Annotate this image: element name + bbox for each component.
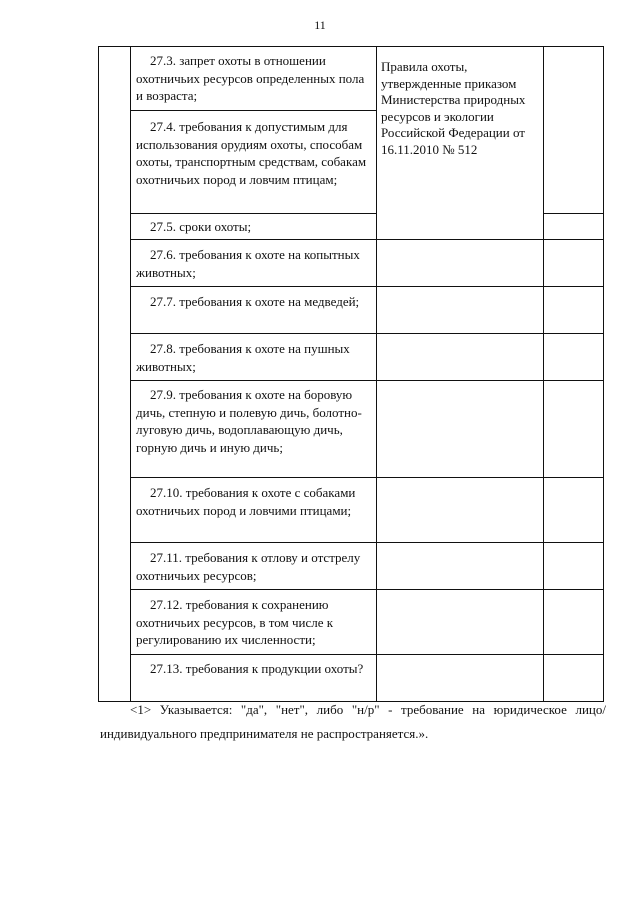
requirement-cell: 27.11. требования к отлову и отстрелу охотничьих ресурсов; <box>136 550 361 583</box>
requirement-cell: 27.10. требования к охоте с собаками охотничьих пород и ловчими птицами; <box>136 485 356 518</box>
legal-source-cell: Правила охоты, утвержденные приказом Министерства природных ресурсов и экологии Российской Федерации от 16.11.2010 № 512 <box>381 59 526 157</box>
row-separator <box>130 213 376 214</box>
column-divider-1 <box>130 46 131 702</box>
row-separator <box>130 333 604 334</box>
row-separator <box>130 542 604 543</box>
footnote: <1> Указывается: "да", "нет", либо "н/р" - требование на юридическое лицо/индивидуального предпринимателя не распространяется.». <box>100 702 606 741</box>
requirement-cell: 27.7. требования к охоте на медведей; <box>150 294 360 309</box>
row-separator <box>130 477 604 478</box>
requirement-cell: 27.8. требования к охоте на пушных животных; <box>136 341 350 374</box>
answer-cell-separator <box>543 213 604 214</box>
page-number: 11 <box>314 18 326 32</box>
requirement-cell: 27.13. требования к продукции охоты? <box>150 661 364 676</box>
column-divider-3 <box>543 46 544 702</box>
requirement-cell: 27.5. сроки охоты; <box>150 219 252 234</box>
row-separator <box>130 654 604 655</box>
table-left-border <box>98 46 99 702</box>
column-divider-2 <box>376 46 377 702</box>
requirement-cell: 27.3. запрет охоты в отношении охотничьих ресурсов определенных пола и возраста; <box>136 53 365 103</box>
row-separator <box>130 380 604 381</box>
requirement-cell: 27.6. требования к охоте на копытных животных; <box>136 247 360 280</box>
requirement-cell: 27.12. требования к сохранению охотничьих ресурсов, в том числе к регулированию их численности; <box>136 597 334 647</box>
row-separator <box>130 589 604 590</box>
row-separator <box>130 239 604 240</box>
table-top-border <box>98 46 604 47</box>
row-separator <box>130 110 376 111</box>
table-right-border <box>603 46 604 702</box>
requirement-cell: 27.9. требования к охоте на боровую дичь, степную и полевую дичь, болотно-луговую дичь, водоплавающую дичь, горную дичь и иную дичь; <box>136 387 362 455</box>
row-separator <box>130 286 604 287</box>
requirement-cell: 27.4. требования к допустимым для использования орудиям охоты, способам охоты, транспортным средствам, собакам охотничьих пород и ловчим птицам; <box>136 119 367 187</box>
